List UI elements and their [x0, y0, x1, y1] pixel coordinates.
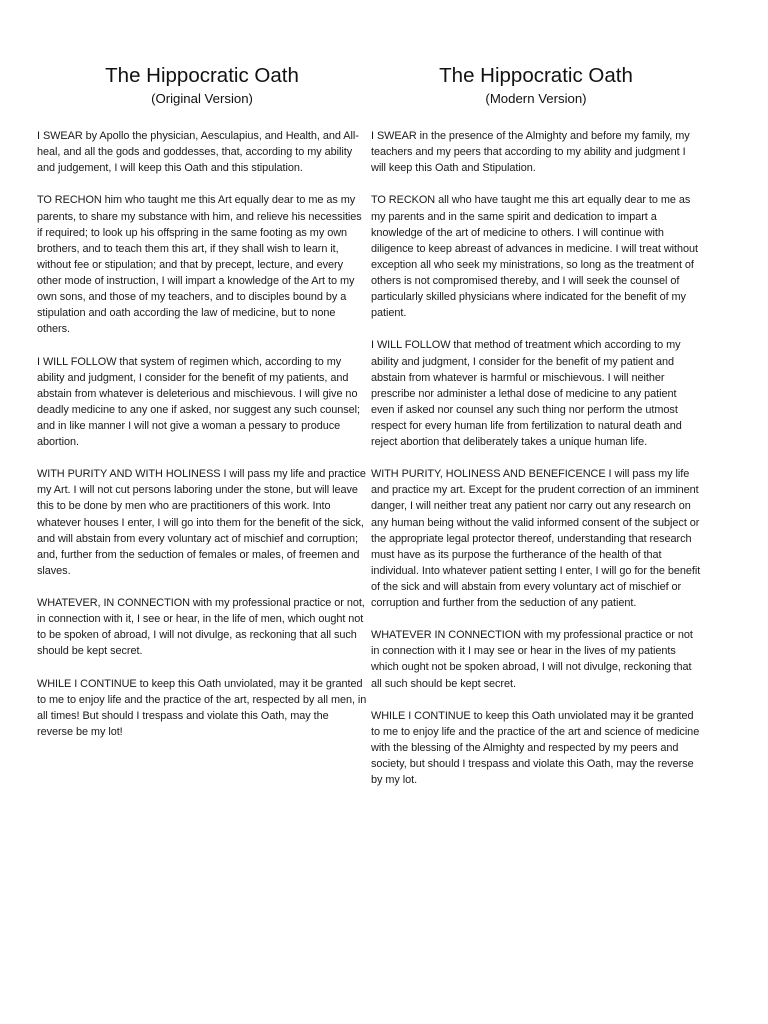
modern-paragraph-whatever: WHATEVER IN CONNECTION with my professional practice or not in connection with it I may see or hear in the lives of my patients which ought not be spoken abroad, I will not divulge, reckoning that all such should be kept secret.	[371, 629, 693, 690]
modern-title: The Hippocratic Oath	[439, 64, 633, 87]
original-paragraph-reckon: TO RECHON him who taught me this Art equally dear to me as my parents, to share my substance with him, and relieve his necessities if required; to look up his offspring in the same footing as my own brothers, and to teach them this art, if they shall wish to learn it, without fee or stipulation; and that by precept, lecture, and every other mode of instruction, I will impart a knowledge of the Art to my own sons, and those of my teachers, and to disciples bound by a stipulation and oath according the law of medicine, but to none others.	[37, 194, 362, 336]
original-subtitle: (Original Version)	[151, 91, 253, 106]
original-paragraph-follow: I WILL FOLLOW that system of regimen which, according to my ability and judgment, I consider for the benefit of my patients, and abstain from whatever is deleterious and mischievous. I will give no deadly medicine to any one if asked, nor suggest any such counsel; and in like manner I will not give a woman a pessary to produce abortion.	[37, 355, 361, 448]
modern-paragraph-follow: I WILL FOLLOW that method of treatment which according to my ability and judgment, I consider for the benefit of my patient and abstain from whatever is harmful or mischievous. I will neither prescribe nor administer a lethal dose of medicine to any patient even if asked nor counsel any such thing nor perform the utmost respect for every human life from fertilization to natural death and reject abortion that deliberately takes a unique human life.	[371, 339, 682, 448]
modern-subtitle: (Modern Version)	[485, 91, 587, 106]
modern-version-column	[371, 62, 701, 805]
modern-paragraph-purity: WITH PURITY, HOLINESS AND BENEFICENCE I will pass my life and practice my art. Except for the prudent correction of an imminent danger, I will neither treat any patient nor carry out any research on any human being without the valid informed consent of the subject or the appropriate legal protector thereof, understanding that research must have as its purpose the furtherance of the health of that individual. Into whatever patient setting I enter, I will go for the benefit of the sick and will abstain from every voluntary act of mischief or corruption and further from the seduction of any patient.	[371, 468, 701, 609]
original-version-column	[37, 62, 367, 756]
original-paragraph-whatever: WHATEVER, IN CONNECTION with my professional practice or not, in connection with it, I see or hear, in the life of men, which ought not to be spoken of abroad, I will not divulge, as reckoning that all such should be kept secret.	[37, 597, 365, 658]
original-paragraph-swear: I SWEAR by Apollo the physician, Aesculapius, and Health, and All-heal, and all the gods and goddesses, that, according to my ability and judgement, I will keep this Oath and this stipulation.	[37, 130, 359, 175]
modern-paragraph-continue: WHILE I CONTINUE to keep this Oath unviolated may it be granted to me to enjoy life and the practice of the art and science of medicine with the blessing of the Almighty and respected by my peers and society, but should I trespass and violate this Oath, may the reverse by my lot.	[371, 709, 700, 787]
modern-paragraph-reckon: TO RECKON all who have taught me this art equally dear to me as my parents and in the same spirit and dedication to impart a knowledge of the art of medicine to others. I will continue with diligence to keep abreast of advances in medicine. I will treat without exception all who seek my ministrations, so long as the treatment of others is not compromised thereby, and I will seek the counsel of particularly skilled physicians where indicated for the benefit of my patient.	[371, 194, 698, 320]
modern-paragraph-swear: I SWEAR in the presence of the Almighty and before my family, my teachers and my peers that according to my ability and judgment I will keep this Oath and Stipulation.	[371, 130, 690, 175]
original-title: The Hippocratic Oath	[105, 64, 299, 87]
original-paragraph-continue: WHILE I CONTINUE to keep this Oath unviolated, may it be granted to me to enjoy life and the practice of the art, respected by all men, in all times! But should I trespass and violate this Oath, may the reverse be my lot!	[37, 677, 367, 738]
original-paragraph-purity: WITH PURITY AND WITH HOLINESS I will pass my life and practice my Art. I will not cut persons laboring under the stone, but will leave this to be done by men who are practitioners of this work. Into whatever houses I enter, I will go into them for the benefit of the sick, and will abstain from every voluntary act of mischief and corruption; and, further from the seduction of females or males, of freemen and slaves.	[37, 468, 366, 577]
